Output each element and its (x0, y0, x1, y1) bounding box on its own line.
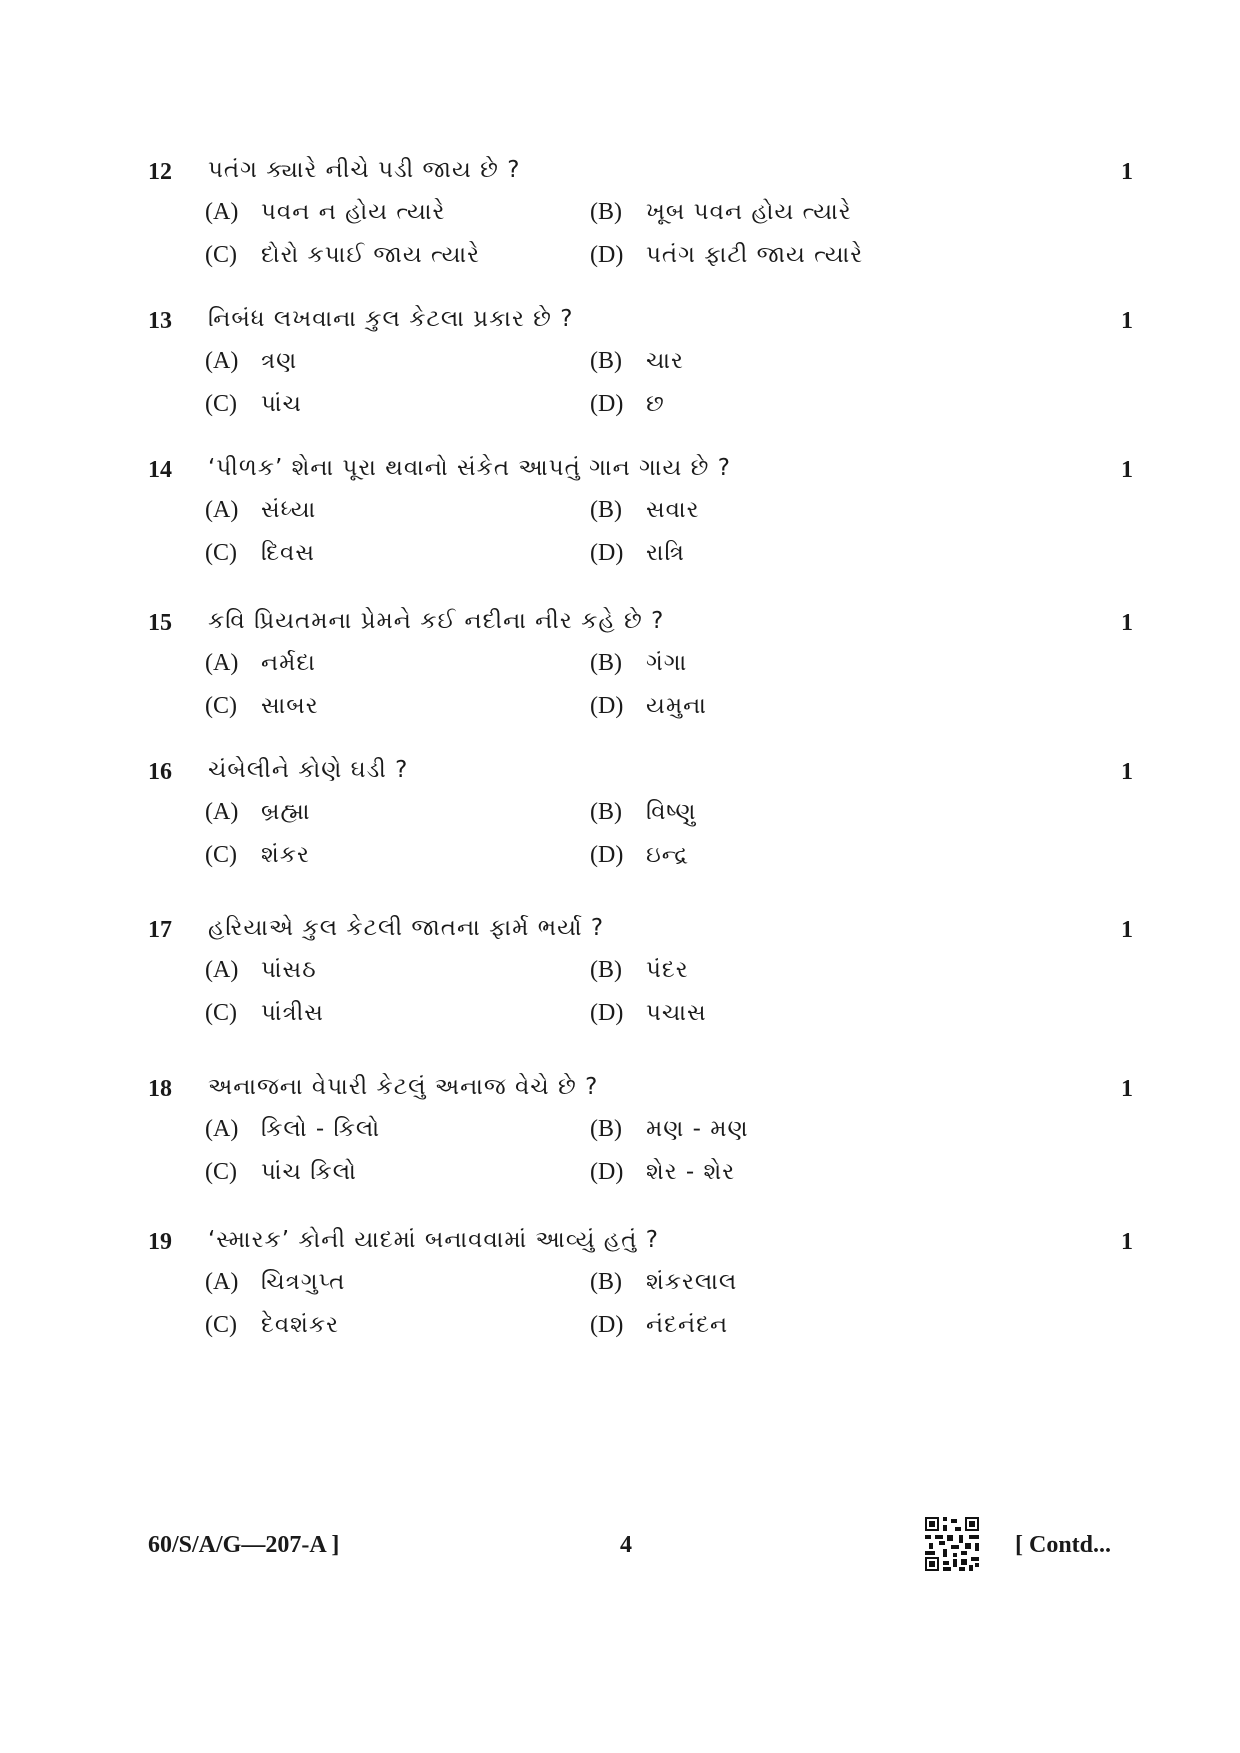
option-text: શેર - શેર (646, 1159, 736, 1185)
option-b (590, 650, 687, 693)
question-marks: 1 (1121, 1076, 1133, 1102)
option-list (148, 957, 1133, 1043)
option-text: રાત્રિ (646, 540, 685, 566)
option-a (205, 799, 310, 842)
option-text: શંકરલાલ (646, 1269, 738, 1295)
option-text: ઇન્દ્ર (646, 842, 689, 868)
option-b (590, 957, 689, 1000)
option-letter: (D) (590, 391, 624, 417)
question-header (148, 453, 1133, 497)
option-list (148, 1116, 1133, 1202)
question-text: હરિયાએ કુલ કેટલી જાતના ફાર્મ ભર્યા ? (208, 915, 605, 941)
question-16 (148, 755, 1133, 885)
option-letter: (A) (205, 199, 239, 225)
option-d (590, 1159, 735, 1202)
option-list (148, 650, 1133, 736)
question-number: 15 (148, 610, 172, 636)
option-letter: (A) (205, 1269, 239, 1295)
question-marks: 1 (1121, 917, 1133, 943)
option-text: યમુના (646, 693, 707, 719)
option-letter: (A) (205, 650, 239, 676)
option-letter: (B) (590, 1269, 622, 1295)
option-letter: (B) (590, 199, 622, 225)
option-letter: (D) (590, 842, 624, 868)
option-letter: (A) (205, 348, 239, 374)
option-c (205, 391, 302, 434)
option-list (148, 1269, 1133, 1355)
question-number: 13 (148, 308, 172, 334)
question-number: 19 (148, 1229, 172, 1255)
option-c (205, 1000, 324, 1043)
option-letter: (C) (205, 540, 237, 566)
question-header (148, 304, 1133, 348)
option-text: પાંચ (261, 391, 302, 417)
option-text: પંદર (646, 957, 689, 983)
option-text: સવાર (646, 497, 700, 523)
option-letter: (D) (590, 1312, 624, 1338)
page-number: 4 (620, 1532, 632, 1558)
question-marks: 1 (1121, 1229, 1133, 1255)
option-text: નંદનંદન (646, 1312, 729, 1338)
option-letter: (D) (590, 540, 624, 566)
option-letter: (B) (590, 497, 622, 523)
question-13 (148, 304, 1133, 434)
option-a (205, 650, 316, 693)
question-19 (148, 1225, 1133, 1355)
option-b (590, 1116, 749, 1159)
option-b (590, 348, 684, 391)
option-d (590, 842, 689, 885)
option-c (205, 842, 310, 885)
option-list (148, 199, 1133, 285)
question-14 (148, 453, 1133, 583)
option-text: શંકર (261, 842, 310, 868)
option-letter: (D) (590, 1000, 624, 1026)
paper-code: 60/S/A/G—207-A ] (148, 1532, 340, 1558)
question-marks: 1 (1121, 610, 1133, 636)
option-d (590, 540, 685, 583)
option-text: ચિત્રગુપ્ત (261, 1269, 346, 1295)
option-d (590, 1312, 728, 1355)
option-letter: (B) (590, 650, 622, 676)
option-list (148, 497, 1133, 583)
option-letter: (B) (590, 799, 622, 825)
option-text: સાબર (261, 693, 319, 719)
question-marks: 1 (1121, 457, 1133, 483)
option-letter: (D) (590, 242, 624, 268)
option-text: મણ - મણ (646, 1116, 749, 1142)
option-text: દોરો કપાઈ જાય ત્યારે (261, 242, 480, 268)
option-text: નર્મદા (261, 650, 316, 676)
option-d (590, 1000, 707, 1043)
question-text: નિબંધ લખવાના કુલ કેટલા પ્રકાર છે ? (208, 306, 574, 332)
option-letter: (A) (205, 799, 239, 825)
continued-label: [ Contd... (1015, 1532, 1112, 1558)
option-text: પવન ન હોય ત્યારે (261, 199, 446, 225)
option-a (205, 199, 445, 242)
option-letter: (D) (590, 1159, 624, 1185)
option-a (205, 1116, 380, 1159)
question-header (148, 1225, 1133, 1269)
option-letter: (C) (205, 693, 237, 719)
question-text: ‘પીળક’ શેના પૂરા થવાનો સંકેત આપતું ગાન ગાય છે ? (208, 455, 731, 481)
option-letter: (D) (590, 693, 624, 719)
option-letter: (B) (590, 957, 622, 983)
option-text: પાંત્રીસ (261, 1000, 324, 1026)
question-number: 16 (148, 759, 172, 785)
option-text: વિષ્ણુ (646, 799, 697, 825)
option-a (205, 497, 316, 540)
option-letter: (C) (205, 842, 237, 868)
option-a (205, 957, 317, 1000)
question-header (148, 155, 1133, 199)
question-text: ‘સ્મારક’ કોની યાદમાં બનાવવામાં આવ્યું હતું ? (208, 1227, 659, 1253)
option-letter: (C) (205, 242, 237, 268)
option-b (590, 1269, 737, 1312)
option-letter: (B) (590, 1116, 622, 1142)
question-15 (148, 606, 1133, 736)
question-number: 18 (148, 1076, 172, 1102)
question-marks: 1 (1121, 308, 1133, 334)
option-letter: (A) (205, 1116, 239, 1142)
question-marks: 1 (1121, 759, 1133, 785)
option-letter: (B) (590, 348, 622, 374)
option-text: ત્રણ (261, 348, 298, 374)
option-c (205, 242, 480, 285)
option-text: ખૂબ પવન હોય ત્યારે (646, 199, 852, 225)
option-c (205, 540, 315, 583)
option-text: કિલો - કિલો (261, 1116, 381, 1142)
option-letter: (A) (205, 957, 239, 983)
option-d (590, 391, 665, 434)
question-header (148, 755, 1133, 799)
question-header (148, 913, 1133, 957)
option-text: સંધ્યા (261, 497, 317, 523)
option-b (590, 497, 700, 540)
option-list (148, 348, 1133, 434)
question-12 (148, 155, 1133, 285)
option-text: દિવસ (261, 540, 316, 566)
option-letter: (C) (205, 1312, 237, 1338)
option-list (148, 799, 1133, 885)
option-c (205, 1312, 339, 1355)
question-text: અનાજના વેપારી કેટલું અનાજ વેચે છે ? (208, 1074, 599, 1100)
option-d (590, 242, 863, 285)
question-18 (148, 1072, 1133, 1202)
option-letter: (C) (205, 1159, 237, 1185)
option-text: પાંસઠ (261, 957, 317, 983)
question-number: 17 (148, 917, 172, 943)
option-text: છ (646, 391, 665, 417)
question-17 (148, 913, 1133, 1043)
qr-code-icon (925, 1517, 979, 1571)
option-a (205, 348, 297, 391)
option-d (590, 693, 707, 736)
option-text: પતંગ ફાટી જાય ત્યારે (646, 242, 864, 268)
option-letter: (C) (205, 1000, 237, 1026)
option-b (590, 199, 852, 242)
question-text: ચંબેલીને કોણે ઘડી ? (208, 757, 409, 783)
option-c (205, 1159, 357, 1202)
question-header (148, 606, 1133, 650)
option-text: પાંચ કિલો (261, 1159, 357, 1185)
option-b (590, 799, 696, 842)
option-a (205, 1269, 345, 1312)
option-text: પચાસ (646, 1000, 707, 1026)
option-text: બ્રહ્મા (261, 799, 311, 825)
question-text: કવિ પ્રિયતમના પ્રેમને કઈ નદીના નીર કહે છે ? (208, 608, 665, 634)
question-number: 12 (148, 159, 172, 185)
question-number: 14 (148, 457, 172, 483)
option-text: દેવશંકર (261, 1312, 340, 1338)
option-c (205, 693, 319, 736)
option-text: ચાર (646, 348, 684, 374)
question-header (148, 1072, 1133, 1116)
option-text: ગંગા (646, 650, 688, 676)
question-text: પતંગ ક્યારે નીચે પડી જાય છે ? (208, 157, 521, 183)
option-letter: (C) (205, 391, 237, 417)
question-marks: 1 (1121, 159, 1133, 185)
option-letter: (A) (205, 497, 239, 523)
